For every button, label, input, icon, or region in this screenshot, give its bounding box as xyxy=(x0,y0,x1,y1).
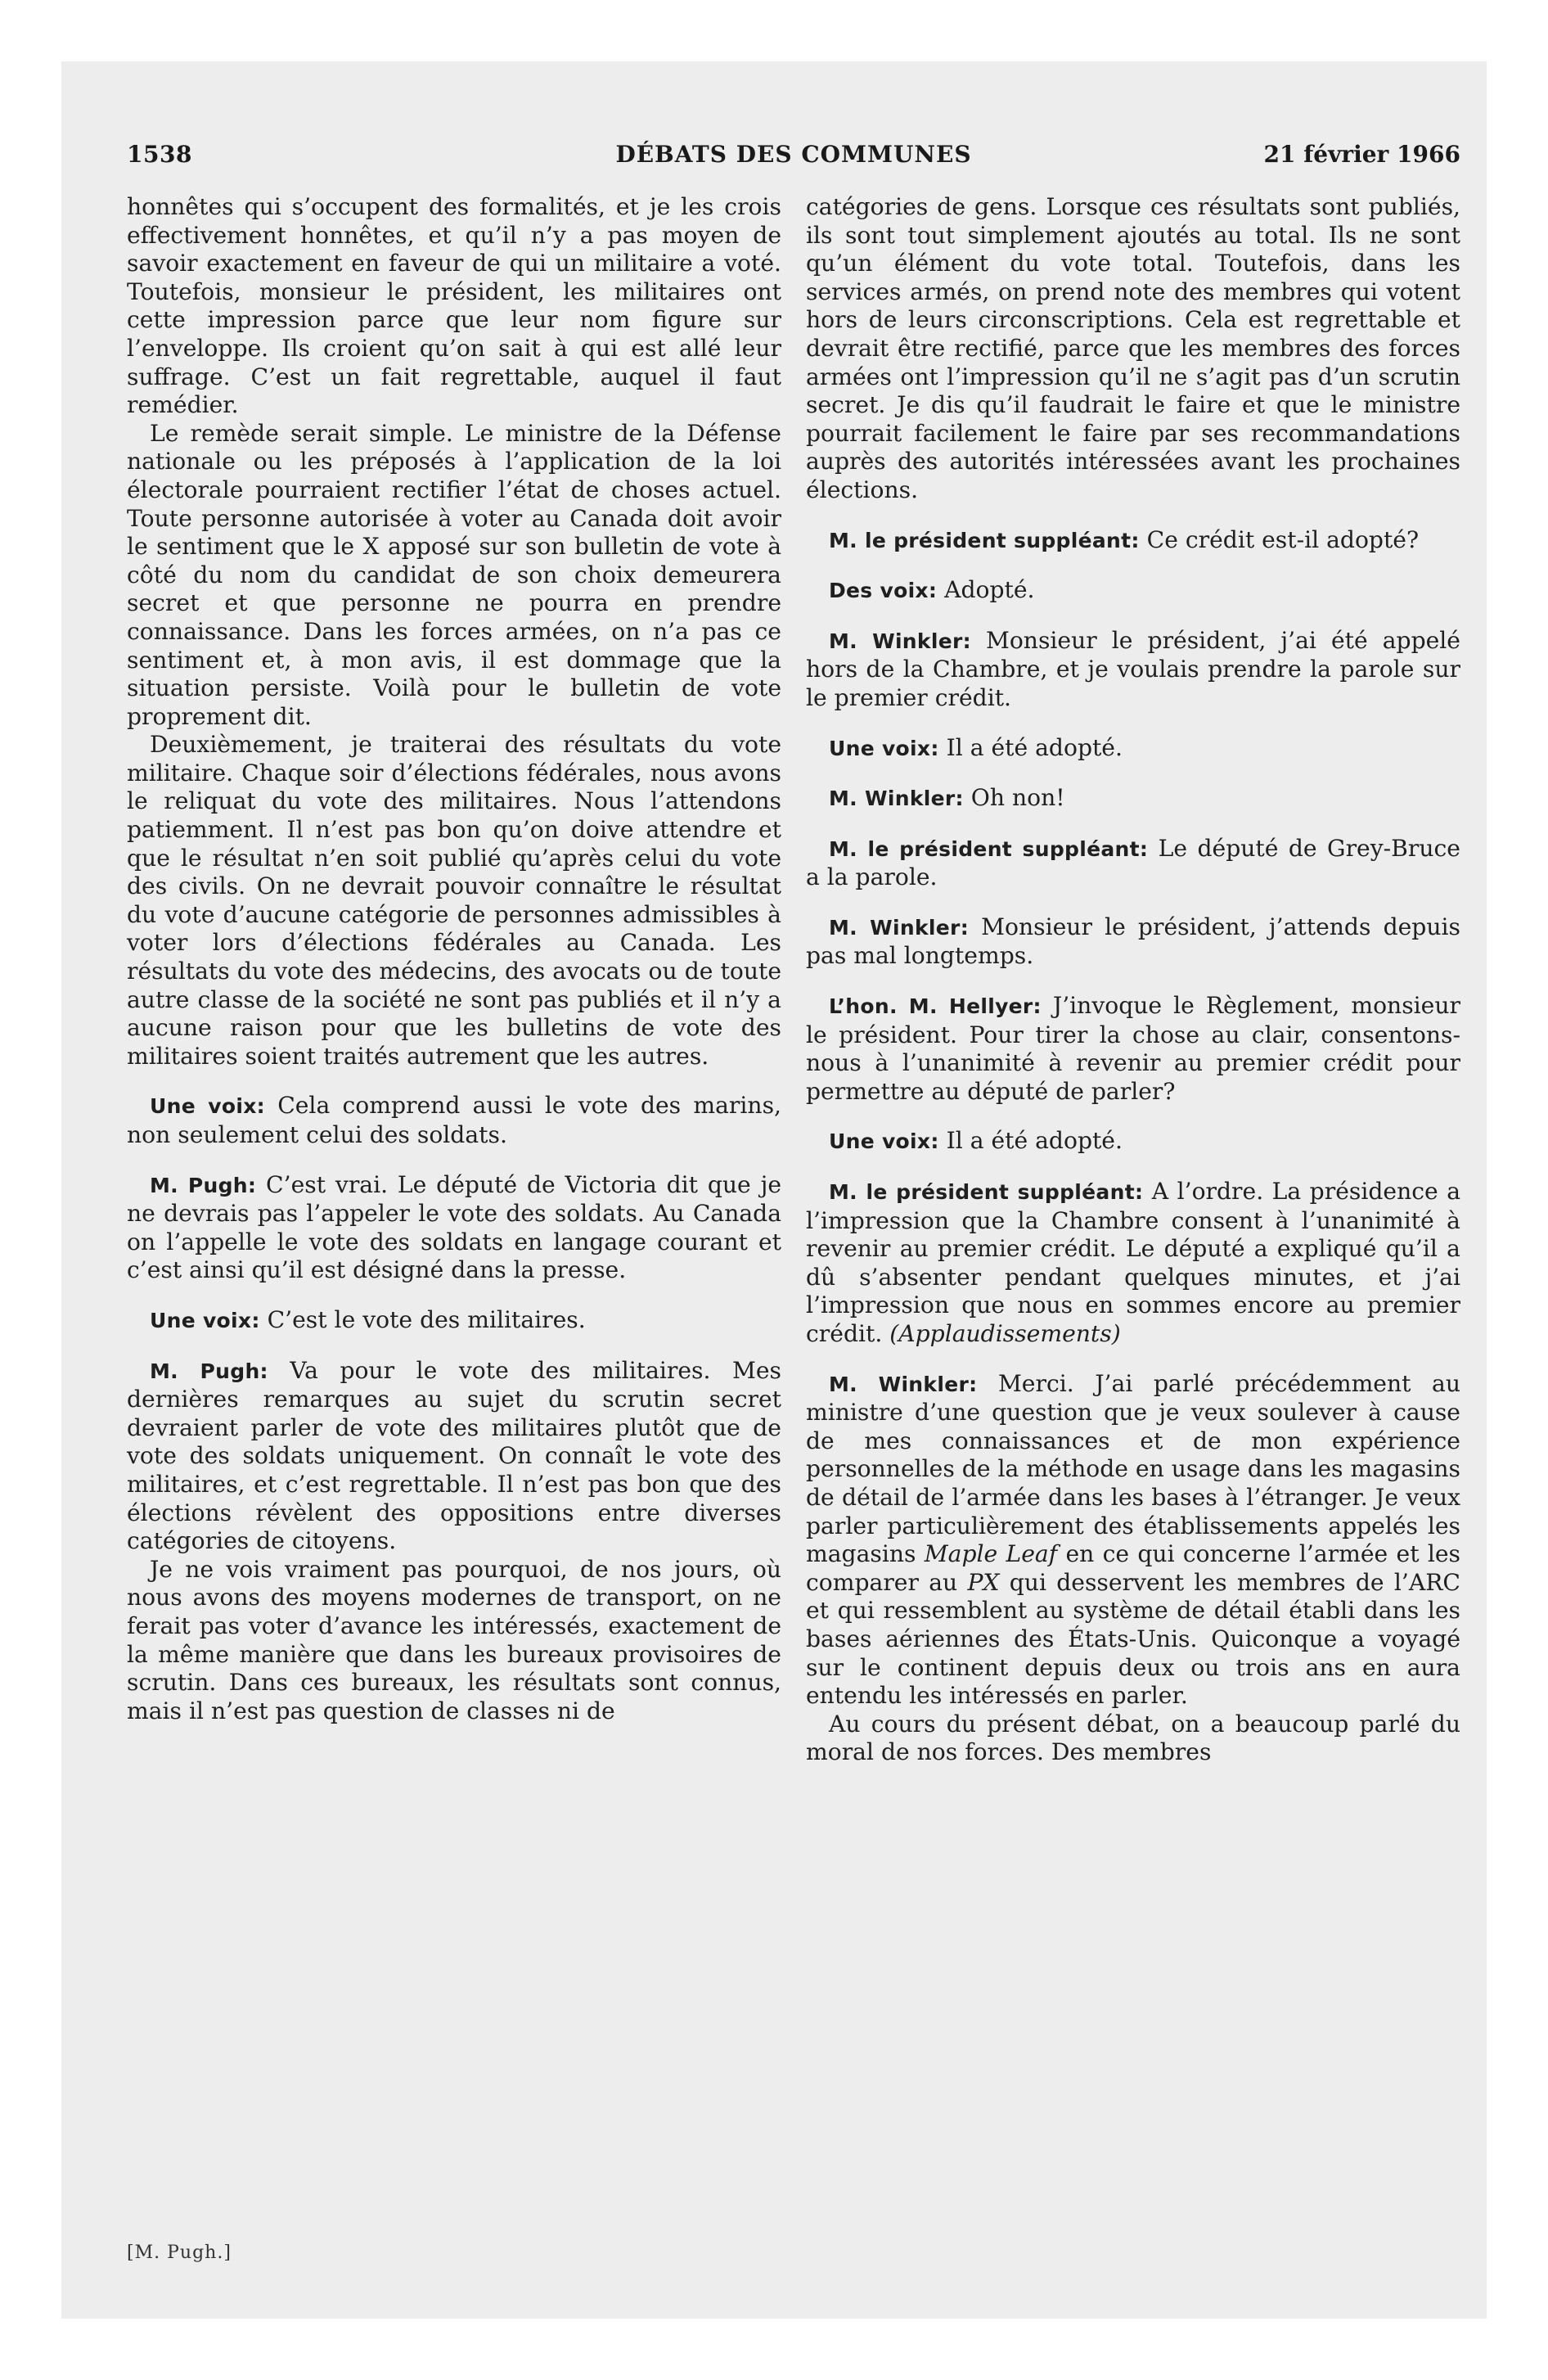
speech-text: Merci. J’ai parlé précédemment au ministre d’une question que je veux soulever à cause de mes connaissances et de mon expérience personnelles de la méthode en usage dans les magasins de détail de l’armée dans les bases à l’étranger. Je veux parler particulièrement des établissements appelés les magasins xyxy=(806,1369,1460,1568)
speech xyxy=(806,784,1460,814)
page-header xyxy=(127,141,1460,174)
page-number: 1538 xyxy=(127,141,192,168)
speaker-label: L’hon. M. Hellyer: xyxy=(829,994,1042,1019)
speech-text: Il a été adopté. xyxy=(946,733,1123,761)
applause-note: (Applaudissements) xyxy=(889,1320,1121,1347)
speaker-label: Une voix: xyxy=(829,736,939,760)
speech xyxy=(806,1178,1460,1349)
speech-text: en ce qui concerne l’armée et les comparer au xyxy=(806,1540,1461,1596)
footer-speaker-ref: [M. Pugh.] xyxy=(127,2243,232,2263)
speech-text: C’est vrai. Le député de Victoria dit que je ne devrais pas l’appeler le vote des soldats. Au Canada on l’appelle le vote des soldats en langage courant et c’est ainsi qu’il est désigné dans la presse. xyxy=(127,1170,782,1284)
speaker-label: M. le président suppléant: xyxy=(829,528,1140,552)
italic-term: PX xyxy=(967,1568,1000,1596)
speech-text: Oh non! xyxy=(970,784,1065,812)
speech xyxy=(806,1127,1460,1156)
speech-text: qui desservent les membres de l’ARC et qui ressemblent au système de détail établi dans les bases aériennes des États-Unis. Quiconque a voyagé sur le continent depuis deux ou trois ans en aura entendu les intéressés en parler. xyxy=(806,1568,1460,1710)
speech-text: Cela comprend aussi le vote des marins, non seulement celui des soldats. xyxy=(127,1092,781,1148)
speaker-label: Une voix: xyxy=(150,1308,260,1332)
speaker-label: M. le président suppléant: xyxy=(829,1180,1144,1205)
speaker-label: M. Winkler: xyxy=(829,1372,978,1396)
speaker-label: Une voix: xyxy=(150,1094,265,1119)
speech xyxy=(127,1171,781,1285)
speech xyxy=(806,992,1460,1106)
paragraph: honnêtes qui s’occupent des formalités, et je les crois effectivement honnêtes, et qu’il n’y a pas moyen de savoir exactement en faveur de qui un militaire a voté. Toutefois, monsieur le président, les militaires ont cette impression parce que leur nom figure sur l’enveloppe. Ils croient qu’on sait à qui est allé leur suffrage. C’est un fait regrettable, auquel il faut remédier. xyxy=(127,193,781,419)
paragraph: Deuxièmement, je traiterai des résultats du vote militaire. Chaque soir d’élections fédérales, nous avons le reliquat du vote des militaires. Nous l’attendons patiemment. Il n’est pas bon qu’on doive attendre et que le résultat n’en soit publié qu’après celui du vote des civils. On ne devrait pouvoir connaître le résultat du vote d’aucune catégorie de personnes admissibles à voter lors d’élections fédérales au Canada. Les résultats du vote des médecins, des avocats ou de toute autre classe de la société ne sont pas publiés et il n’y a aucune raison pour que les bulletins de vote des militaires soient traités autrement que les autres. xyxy=(127,731,781,1070)
speaker-label: M. Winkler: xyxy=(829,915,969,940)
speech xyxy=(806,1370,1460,1711)
speech xyxy=(806,913,1460,971)
paragraph: Le remède serait simple. Le ministre de la Défense nationale ou les préposés à l’application de la loi électorale pourraient rectifier l’état de choses actuel. Toute personne autorisée à voter au Canada doit avoir le sentiment que le X apposé sur son bulletin de vote à côté du nom du candidat de son choix demeurera secret et que personne ne pourra en prendre connaissance. Dans les forces armées, on n’a pas ce sentiment et, à mon avis, il est dommage que la situation persiste. Voilà pour le bulletin de vote proprement dit. xyxy=(127,419,781,730)
speech-text: Le député de Grey-Bruce a la parole. xyxy=(806,834,1460,891)
right-column xyxy=(806,193,1460,1767)
speech-text: C’est le vote des militaires. xyxy=(267,1305,586,1333)
speech xyxy=(127,1092,781,1149)
speaker-label: M. Pugh: xyxy=(150,1359,268,1383)
speech-text: Il a été adopté. xyxy=(946,1127,1123,1155)
speaker-label: Une voix: xyxy=(829,1129,939,1154)
speaker-label: Des voix: xyxy=(829,579,938,603)
speech-text: Adopté. xyxy=(944,576,1035,604)
speech xyxy=(806,627,1460,713)
speaker-label: M. le président suppléant: xyxy=(829,836,1149,861)
speech xyxy=(806,835,1460,892)
paragraph: Je ne vois vraiment pas pourquoi, de nos jours, où nous avons des moyens modernes de transport, on ne ferait pas voter d’avance les intéressés, exactement de la même manière que dans les bureaux provisoires de scrutin. Dans ces bureaux, les résultats sont connus, mais il n’est pas question de classes ni de xyxy=(127,1555,781,1724)
speech xyxy=(806,576,1460,606)
paragraph: catégories de gens. Lorsque ces résultats sont publiés, ils sont tout simplement ajoutés au total. Ils ne sont qu’un élément du vote total. Toutefois, dans les services armés, on prend note des membres qui votent hors de leurs circonscriptions. Cela est regrettable et devrait être rectifié, parce que les membres des forces armées ont l’impression qu’il ne s’agit pas d’un scrutin secret. Je dis qu’il faudrait le faire et que le ministre pourrait facilement le faire par ses recommandations auprès des autorités intéressées avant les prochaines élections. xyxy=(806,193,1460,503)
page-title: DÉBATS DES COMMUNES xyxy=(615,141,972,168)
speech xyxy=(806,734,1460,764)
paragraph: Au cours du présent débat, on a beaucoup parlé du moral de nos forces. Des membres xyxy=(806,1710,1460,1766)
speaker-label: M. Winkler: xyxy=(829,787,964,811)
speech xyxy=(127,1357,781,1556)
left-column xyxy=(127,193,781,1725)
speaker-label: M. Pugh: xyxy=(150,1173,257,1197)
speech-text: Ce crédit est-il adopté? xyxy=(1146,525,1420,553)
speech-text: Monsieur le président, j’attends depuis pas mal longtemps. xyxy=(806,913,1460,970)
speech-text: Va pour le vote des militaires. Mes dernières remarques au sujet du scrutin secret devraient parler de vote des militaires plutôt que de vote des soldats uniquement. On connaît le vote des militaires, et c’est regrettable. Il n’est pas bon que des élections révèlent des oppositions entre diverses catégories de citoyens. xyxy=(127,1356,782,1555)
speaker-label: M. Winkler: xyxy=(829,629,971,653)
speech xyxy=(127,1306,781,1336)
italic-term: Maple Leaf xyxy=(924,1540,1058,1568)
page-date: 21 février 1966 xyxy=(1263,141,1460,168)
speech-text: J’invoque le Règlement, monsieur le président. Pour tirer la chose au clair, consentons-nous à l’unanimité à revenir au premier crédit pour permettre au député de parler? xyxy=(806,992,1460,1105)
speech-text: Monsieur le président, j’ai été appelé hors de la Chambre, et je voulais prendre la parole sur le premier crédit. xyxy=(806,626,1460,711)
speech xyxy=(806,526,1460,556)
speech-text: A l’ordre. La présidence a l’impression que la Chambre consent à l’unanimité à revenir au premier crédit. Le député a expliqué qu’il a dû s’absenter pendant quelques minutes, et j’ai l’impression que nous en sommes encore au premier crédit. xyxy=(806,1178,1460,1347)
